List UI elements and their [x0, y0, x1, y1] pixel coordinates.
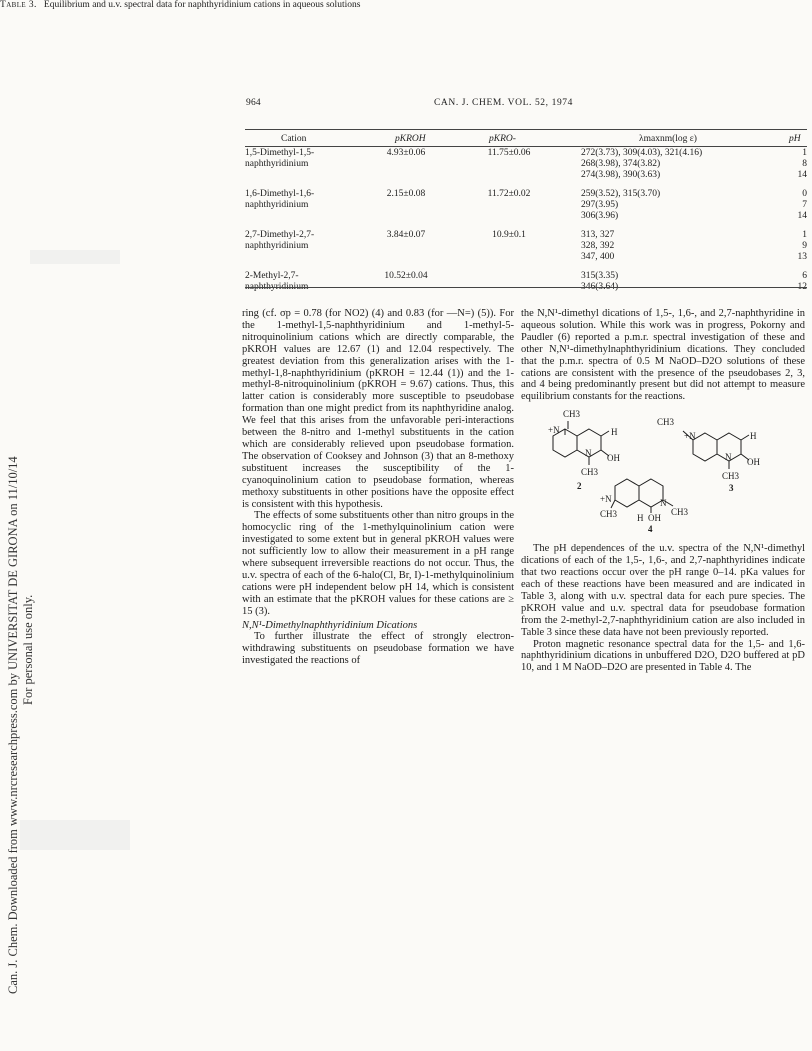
spectra-cell-line: 268(3.98), 374(3.82) [581, 159, 661, 169]
header-pk-roh: pKROH [395, 134, 426, 144]
pseudobase-structures [521, 407, 805, 533]
oh-label: OH [648, 513, 661, 524]
paragraph: the N,N¹-dimethyl dications of 1,5-, 1,6-, and 2,7-naphthyridine in aqueous solution. While this work was in progress, Pokorny and Paudler (6) reported a p.m.r. spectral investigation of these and other N,N¹-dimethylnaphthyridinium dications. They concluded that the p.m.r. spectra of 0.5 M NaOD–D2O solutions of these cations are consistent with the presence of the pseudobases 2, 3, and 4 being predominantly present but did not attempt to measure equilibrium constants for the reactions. [521, 308, 805, 403]
spectra-cell-line: 328, 392 [581, 241, 615, 251]
cation-cell [245, 148, 355, 189]
ph-cell-line: 7 [802, 200, 807, 210]
h-label: H [611, 427, 618, 438]
cation-cell [245, 189, 355, 230]
spectra-cell-line: 313, 327 [581, 230, 615, 240]
structure-drawing [521, 407, 805, 533]
cation-cell-line: naphthyridinium [245, 200, 309, 210]
cation-cell-line: 1,6-Dimethyl-1,6- [245, 189, 315, 199]
ph-cell-line: 13 [797, 252, 807, 262]
pk-roh-cell: 4.93±0.06 [386, 148, 426, 158]
n-plus-label: +N [548, 425, 560, 436]
cation-cell-line: naphthyridinium [245, 282, 309, 292]
ch3-label: CH3 [581, 467, 599, 478]
paragraph: The effects of some substituents other than nitro groups in the homocyclic ring of the 1-methylquinolinium cation were investigated to some extent but in general pKROH values were not sufficiently low to allow their measurement in a pH range where subsequent irreversible reactions do not occur. Thus, the u.v. spectra of each of the 6-halo(Cl, Br, I)-1-methylquinolinium cations were pH independent below pH 14, which is consistent with an estimate that the pKROH values for these cations are ≥ 15 (3). [242, 510, 514, 617]
pk-ro-cell [457, 271, 561, 301]
header-pk-ro: pKRO- [489, 134, 516, 144]
table-caption-label: Table 3. [0, 0, 37, 10]
download-notice [6, 40, 36, 1040]
n-label: N [725, 452, 732, 463]
cation-cell-line: 1,5-Dimethyl-1,5- [245, 148, 315, 158]
cation-cell-line: naphthyridinium [245, 159, 309, 169]
ch3-label: CH3 [563, 409, 581, 420]
scan-smudge [20, 820, 130, 850]
ch3-label: CH3 [600, 509, 618, 520]
header-cation: Cation [281, 134, 307, 144]
pk-roh-cell: 2.15±0.08 [386, 189, 426, 199]
spectra-cell-line: 259(3.52), 315(3.70) [581, 189, 661, 199]
oh-label: OH [747, 457, 760, 468]
paragraph: To further illustrate the effect of strongly electron-withdrawing substituents on pseudobase formation we have investigated the reactions of [242, 631, 514, 667]
ring-shape [693, 433, 717, 461]
ph-cell-line: 6 [802, 271, 807, 281]
oh-label: OH [607, 453, 620, 464]
cation-cell-line: naphthyridinium [245, 241, 309, 251]
spectra-cell-line: 315(3.35) [581, 271, 619, 281]
pk-ro-cell: 11.72±0.02 [487, 189, 531, 199]
table-caption [0, 0, 812, 10]
pk-roh-cell: 10.52±0.04 [384, 271, 428, 281]
download-notice-line1: Can. J. Chem. Downloaded from www.nrcresearchpress.com by UNIVERSITAT DE GIRONA on 11/10/14 [6, 456, 20, 994]
table-header-rule [245, 146, 807, 147]
spectra-cell-line: 274(3.98), 390(3.63) [581, 170, 661, 180]
n-label: N [585, 448, 592, 459]
h-label: H [750, 431, 757, 442]
spectra-cell-line: 346(3.64) [581, 282, 619, 292]
ph-cell-line: 1 [802, 230, 807, 240]
spectra-cell [561, 189, 741, 230]
section-heading: N,N¹-Dimethylnaphthyridinium Dications [242, 619, 418, 631]
n-plus-label: +N [684, 431, 696, 442]
page-number: 964 [246, 98, 261, 108]
table-caption-text: Equilibrium and u.v. spectral data for naphthyridinium cations in aqueous solutions [43, 0, 361, 10]
scan-smudge [30, 250, 120, 264]
right-column [521, 308, 805, 674]
ph-cell-line: 12 [797, 282, 807, 292]
ph-cell [741, 230, 807, 271]
ph-cell-line: 0 [802, 189, 807, 199]
n-plus-label: +N [600, 494, 612, 505]
paragraph: ring (cf. σp = 0.78 (for NO2) (4) and 0.83 (for —N=) (5)). For the 1-methyl-1,5-naphthyridinium and 1-methyl-5-nitroquinolinium cations which are directly comparable, the pKROH values are 12.67 (1) and 12.04 respectively. The greatest deviation from this generalization arises with the 1-methyl-1,8-naphthyridinium (pKROH = 12.44 (1)) and the 1-methyl-8-nitroquinolinium (pKROH = 9.67) cations. Thus, this latter cation is considerably more susceptible to pseudobase formation than one might predict from its naphthyridine analog. We feel that this arises from the unfavorable peri-interactions between the 8-nitro and 1-methyl substituents in the cation which are considerably relieved upon pseudobase formation. The observation of Cooksey and Johnson (3) that an 8-methoxy substituent increases the susceptibility of the 1-cyanoquinolinium cation to pseudobase formation, whereas methoxy substituents in other positions have the opposite effect is consistent with this hypothesis. [242, 308, 514, 510]
table-bottom-rule [245, 287, 807, 288]
ph-cell-line: 9 [802, 241, 807, 251]
spectra-cell-line: 272(3.73), 309(4.03), 321(4.16) [581, 148, 703, 158]
table-row [245, 230, 807, 271]
n-label: N [660, 498, 667, 509]
pk-ro-cell: 11.75±0.06 [487, 148, 531, 158]
cation-cell [245, 230, 355, 271]
spectra-cell-line: 297(3.95) [581, 200, 619, 210]
ph-cell [741, 271, 807, 301]
ph-cell [741, 148, 807, 189]
cation-cell [245, 271, 355, 301]
left-column [242, 308, 514, 667]
spectra-cell-line: 347, 400 [581, 252, 615, 262]
ring-shape [615, 479, 639, 507]
pk-ro-cell: 10.9±0.1 [492, 230, 526, 240]
cation-cell-line: 2-Methyl-2,7- [245, 271, 299, 281]
spectra-cell-line: 306(3.96) [581, 211, 619, 221]
ph-cell-line: 14 [797, 211, 807, 221]
paragraph: Proton magnetic resonance spectral data for the 1,5- and 1,6-naphthyridinium dications in unbuffered D2O, D2O buffered at pD 10, and 1 M NaOD–D2O are presented in Table 4. The [521, 638, 805, 674]
running-title: CAN. J. CHEM. VOL. 52, 1974 [434, 98, 574, 108]
table-row [245, 271, 807, 301]
table-top-rule [245, 129, 807, 130]
compound-number-4: 4 [648, 524, 653, 534]
spectra-cell [561, 271, 741, 301]
ph-cell-line: 14 [797, 170, 807, 180]
ph-cell [741, 189, 807, 230]
table-row [245, 148, 807, 189]
pk-roh-cell: 3.84±0.07 [386, 230, 426, 240]
paragraph: The pH dependences of the u.v. spectra of the N,N¹-dimethyl dications of each of the 1,5-, 1,6-, and 2,7-naphthyridines indicate that two reactions occur over the pH range 0–14. pKa values for each of these reactions have been measured and are indicated in Table 3, along with u.v. spectral data for each pure species. The pKROH value and u.v. spectral data for pseudobase formation from the 2-methyl-2,7-naphthyridinium cation are also included in Table 3 since these data have not been previously reported. [521, 543, 805, 638]
ch3-label: CH3 [671, 507, 689, 518]
spectra-cell [561, 230, 741, 271]
header-ph: pH [789, 134, 801, 144]
cation-cell-line: 2,7-Dimethyl-2,7- [245, 230, 315, 240]
ch3-label: CH3 [722, 471, 740, 482]
spectra-cell [561, 148, 741, 189]
compound-number-3: 3 [729, 483, 734, 494]
ph-cell-line: 1 [802, 148, 807, 158]
table-row [245, 189, 807, 230]
h-label: H [637, 513, 644, 524]
download-notice-line2: For personal use only. [21, 594, 35, 705]
compound-number-2: 2 [577, 481, 582, 492]
data-table [245, 148, 807, 301]
ph-cell-line: 8 [802, 159, 807, 169]
ch3-label: CH3 [657, 417, 675, 428]
header-lambda: λmaxnm(log ε) [639, 134, 697, 144]
